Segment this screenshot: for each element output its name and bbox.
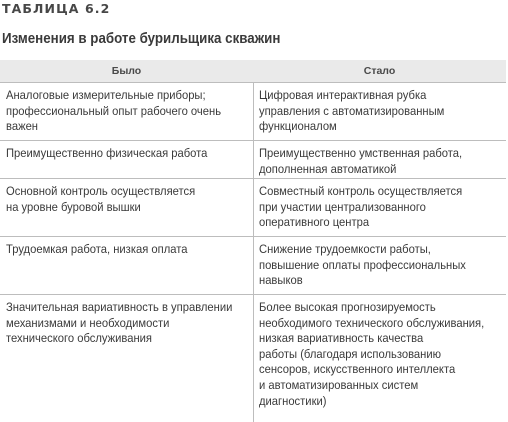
table-row — [0, 179, 506, 237]
table-title: Изменения в работе бурильщика скважин — [2, 31, 281, 47]
cell-before: Основной контроль осуществляется на уровне буровой вышки — [6, 184, 196, 214]
table-row — [0, 141, 506, 179]
table-row — [0, 83, 506, 141]
table-row — [0, 237, 506, 295]
cell-before: Значительная вариативность в управлении механизмами и необходимости технического обслуживания — [6, 300, 233, 346]
cell-before: Аналоговые измерительные приборы; профессиональный опыт рабочего очень важен — [6, 88, 222, 134]
cell-after: Преимущественно умственная работа, дополненная автоматикой — [259, 146, 463, 176]
cell-after: Более высокая прогнозируемость необходимого технического обслуживания, низкая вариативность качества работы (благодаря использованию сенсоров, искусственного интеллекта и автоматизированных систем диагностики) — [259, 300, 485, 408]
column-header-before: Было — [111, 65, 142, 77]
table-row — [0, 295, 506, 422]
table-number-label: ТАБЛИЦА 6.2 — [2, 1, 111, 16]
cell-before: Трудоемкая работа, низкая оплата — [6, 242, 188, 256]
cell-after: Снижение трудоемкости работы, повышение оплаты профессиональных навыков — [259, 242, 466, 288]
cell-before: Преимущественно физическая работа — [6, 146, 208, 160]
cell-after: Совместный контроль осуществляется при участии централизованного оперативного центра — [259, 184, 463, 230]
column-header-after: Стало — [363, 65, 396, 77]
table-header-row — [0, 60, 506, 83]
cell-after: Цифровая интерактивная рубка управления с автоматизированным функционалом — [259, 88, 445, 134]
